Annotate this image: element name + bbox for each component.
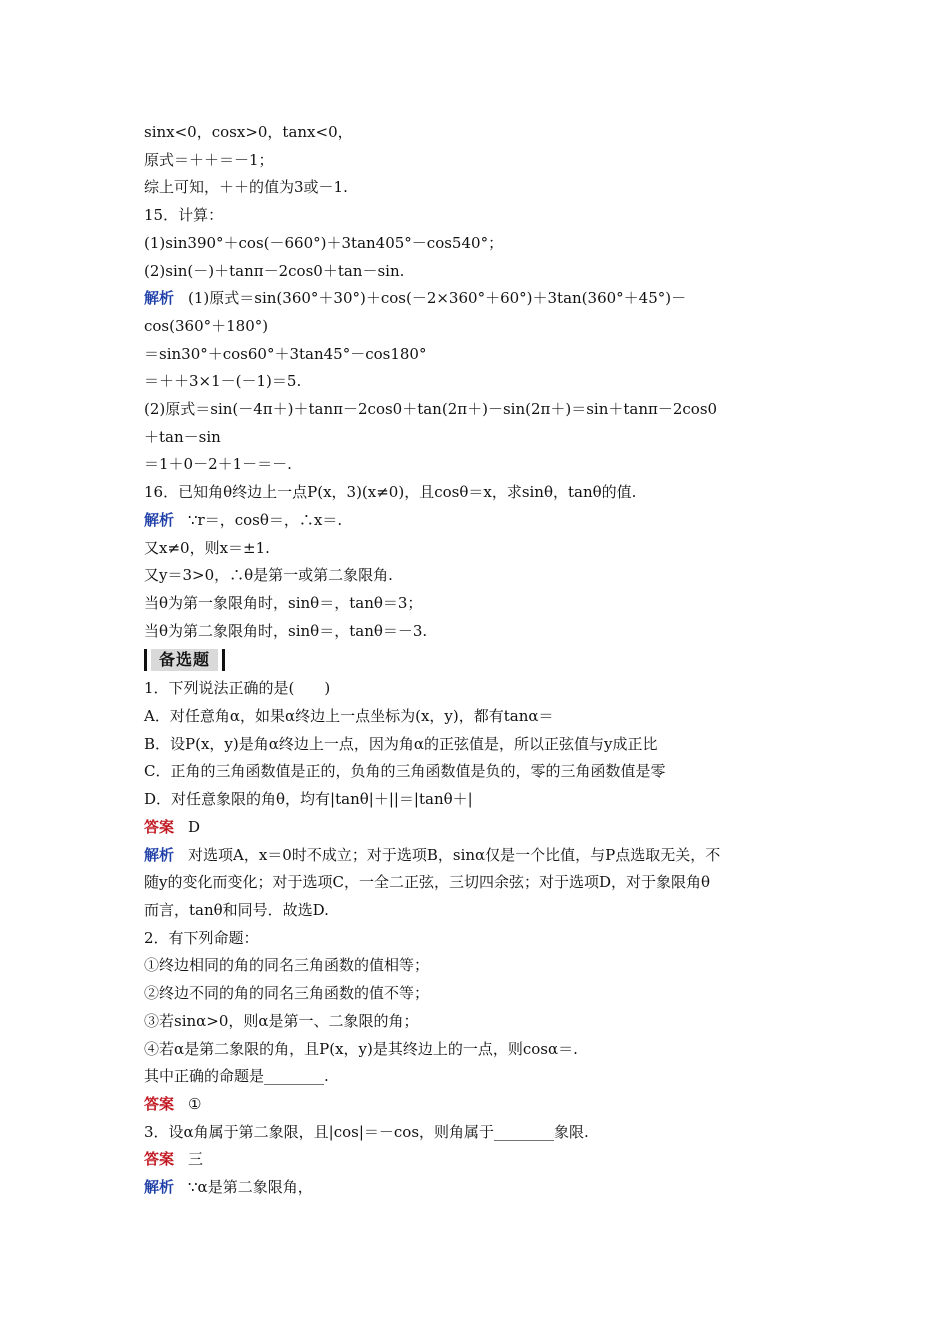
solution-label: 解析	[144, 510, 175, 529]
option-a: A．对任意角α，如果α终边上一点坐标为(x，y)，都有tanα＝	[144, 707, 554, 726]
text-line: cos(360°＋180°)	[144, 316, 269, 335]
proposition-1: ①终边相同的角的同名三角函数的值相等；	[144, 956, 430, 975]
answer-value: D	[188, 817, 201, 836]
solution-text: (1)原式＝sin(360°＋30°)＋cos(－2×360°＋60°)＋3tan(360°＋45°)－	[188, 289, 687, 308]
option-c: C．正角的三角函数值是正的，负角的三角函数值是负的，零的三角函数值是零	[144, 762, 666, 781]
answer-label: 答案	[144, 817, 175, 836]
text-line: 当θ为第一象限角时，sinθ＝，tanθ＝3；	[144, 593, 423, 612]
text-line: ＝1＋0－2＋1－＝－.	[144, 455, 292, 474]
answer-label: 答案	[144, 1094, 175, 1113]
text-line: (2)原式＝sin(－4π＋)＋tanπ－2cos0＋tan(2π＋)－sin(2π＋)＝sin＋tanπ－2cos0	[144, 400, 718, 419]
text-line: 又x≠0，则x＝±1.	[144, 538, 270, 557]
solution-3-line	[144, 1174, 814, 1202]
section-bar-right	[222, 649, 225, 671]
option-b: B．设P(x，y)是角α终边上一点，因为角α的正弦值是，所以正弦值与y成正比	[144, 734, 658, 753]
solution-label: 解析	[144, 289, 175, 308]
proposition-4: ④若α是第二象限的角，且P(x，y)是其终边上的一点，则cosα＝.	[144, 1039, 578, 1058]
question-2-title: 2．有下列命题：	[144, 928, 259, 947]
text-line: 综上可知，＋＋的值为3或－1.	[144, 178, 348, 197]
question-1-title: 1．下列说法正确的是( )	[144, 679, 331, 698]
text-line: sinx<0，cosx>0，tanx<0，	[144, 123, 353, 141]
text-line: 其中正确的命题是________.	[144, 1067, 329, 1086]
answer-value: ①	[188, 1094, 202, 1113]
question-16-title: 16．已知角θ终边上一点P(x，3)(x≠0)，且cosθ＝x，求sinθ，tanθ的值.	[144, 483, 637, 502]
option-d: D．对任意象限的角θ，均有|tanθ|＋||＝|tanθ＋|	[144, 790, 473, 809]
text-line: 而言，tanθ和同号．故选D.	[144, 900, 329, 919]
question-15-title: 15．计算：	[144, 206, 224, 225]
answer-value: 三	[188, 1150, 204, 1169]
section-bar-left	[144, 649, 147, 671]
text-line: (1)sin390°＋cos(－660°)＋3tan405°－cos540°；	[144, 233, 504, 252]
text-line: ＝＋＋3×1－(－1)＝5.	[144, 372, 302, 391]
solution-16-line	[144, 507, 814, 535]
solution-1-line	[144, 842, 814, 870]
solution-text: ∵r＝，cosθ＝，∴x＝.	[188, 510, 343, 529]
answer-label: 答案	[144, 1150, 175, 1169]
proposition-3: ③若sinα>0，则α是第一、二象限的角；	[144, 1011, 419, 1030]
solution-text: 对选项A，x＝0时不成立；对于选项B，sinα仅是一个比值，与P点选取无关，不	[188, 845, 721, 864]
solution-label: 解析	[144, 845, 175, 864]
solution-text: ∵α是第二象限角，	[188, 1178, 313, 1197]
text-line: 随y的变化而变化；对于选项C，一全二正弦，三切四余弦；对于选项D，对于象限角θ	[144, 873, 711, 892]
text-line: ＝sin30°＋cos60°＋3tan45°－cos180°	[144, 344, 427, 363]
solution-label: 解析	[144, 1178, 175, 1197]
text-line: (2)sin(－)＋tanπ－2cos0＋tan－sin.	[144, 261, 405, 280]
answer-1-line	[144, 814, 814, 842]
text-line: 又y＝3>0，∴θ是第一或第二象限角.	[144, 566, 393, 585]
proposition-2: ②终边不同的角的同名三角函数的值不等；	[144, 984, 430, 1003]
text-line: ＋tan－sin	[144, 427, 221, 446]
text-line: 当θ为第二象限角时，sinθ＝，tanθ＝－3.	[144, 621, 428, 640]
section-title: 备选题	[151, 649, 218, 671]
answer-3-line	[144, 1146, 814, 1174]
solution-15-line	[144, 285, 814, 313]
document-page	[144, 119, 814, 1202]
question-3-title: 3．设α角属于第二象限，且|cos|＝－cos，则角属于________象限.	[144, 1122, 589, 1141]
section-header	[144, 648, 225, 672]
answer-2-line	[144, 1091, 814, 1119]
text-line: 原式＝＋＋＝－1；	[144, 150, 274, 169]
